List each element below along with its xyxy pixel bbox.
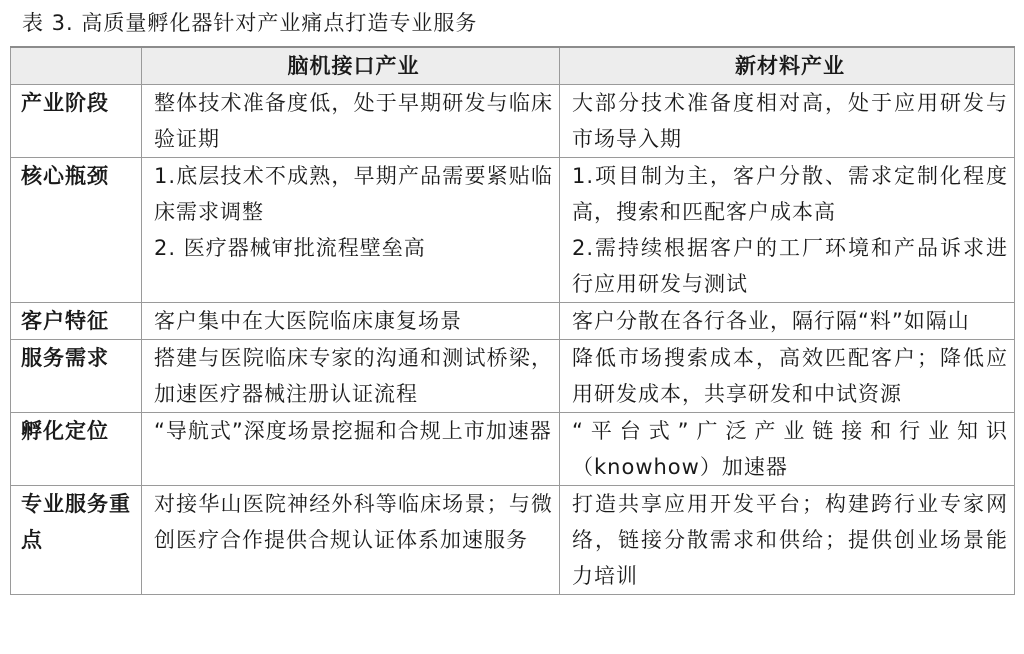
cell-bci	[142, 303, 560, 340]
cell-text: 打造共享应用开发平台；构建跨行业专家网络，链接分散需求和供给；提供创业场景能力培训	[572, 492, 1008, 588]
cell-text: 2. 医疗器械审批流程壁垒高	[154, 236, 426, 260]
comparison-table	[10, 46, 1015, 595]
cell-text: 1.项目制为主，客户分散、需求定制化程度高，搜索和匹配客户成本高	[572, 164, 1008, 224]
cell-text: 整体技术准备度低，处于早期研发与临床验证期	[154, 91, 553, 151]
cell-text: 1.底层技术不成熟，早期产品需要紧贴临床需求调整	[154, 164, 553, 224]
cell-text: 客户分散在各行各业，隔行隔“料”如隔山	[572, 309, 970, 333]
cell-text: 2.需持续根据客户的工厂环境和产品诉求进行应用研发与测试	[572, 236, 1008, 296]
cell-materials	[560, 158, 1015, 303]
row-label: 产业阶段	[11, 85, 142, 158]
cell-text: 对接华山医院神经外科等临床场景；与微创医疗合作提供合规认证体系加速服务	[154, 492, 553, 552]
row-label: 专业服务重点	[11, 486, 142, 595]
table-row	[11, 158, 1015, 303]
cell-materials	[560, 303, 1015, 340]
cell-text: 搭建与医院临床专家的沟通和测试桥梁，加速医疗器械注册认证流程	[154, 346, 553, 406]
cell-materials	[560, 340, 1015, 413]
cell-text: 客户集中在大医院临床康复场景	[154, 309, 462, 333]
table-row	[11, 413, 1015, 486]
row-label: 核心瓶颈	[11, 158, 142, 303]
cell-materials	[560, 486, 1015, 595]
cell-bci	[142, 85, 560, 158]
table-row	[11, 340, 1015, 413]
table-header-row	[11, 47, 1015, 85]
row-label: 客户特征	[11, 303, 142, 340]
table-row	[11, 486, 1015, 595]
header-bci: 脑机接口产业	[142, 47, 560, 85]
cell-materials	[560, 413, 1015, 486]
cell-text: “导航式”深度场景挖掘和合规上市加速器	[154, 419, 552, 443]
header-materials: 新材料产业	[560, 47, 1015, 85]
table-caption: 表 3. 高质量孵化器针对产业痛点打造专业服务	[22, 11, 478, 35]
cell-bci	[142, 158, 560, 303]
table-row	[11, 85, 1015, 158]
cell-text: 大部分技术准备度相对高，处于应用研发与市场导入期	[572, 91, 1008, 151]
cell-materials	[560, 85, 1015, 158]
cell-text: “平台式”广泛产业链接和行业知识（knowhow）加速器	[572, 419, 1008, 479]
row-label: 服务需求	[11, 340, 142, 413]
cell-bci	[142, 413, 560, 486]
cell-bci	[142, 486, 560, 595]
header-corner	[11, 47, 142, 85]
cell-bci	[142, 340, 560, 413]
row-label: 孵化定位	[11, 413, 142, 486]
table-row	[11, 303, 1015, 340]
cell-text: 降低市场搜索成本，高效匹配客户；降低应用研发成本，共享研发和中试资源	[572, 346, 1008, 406]
